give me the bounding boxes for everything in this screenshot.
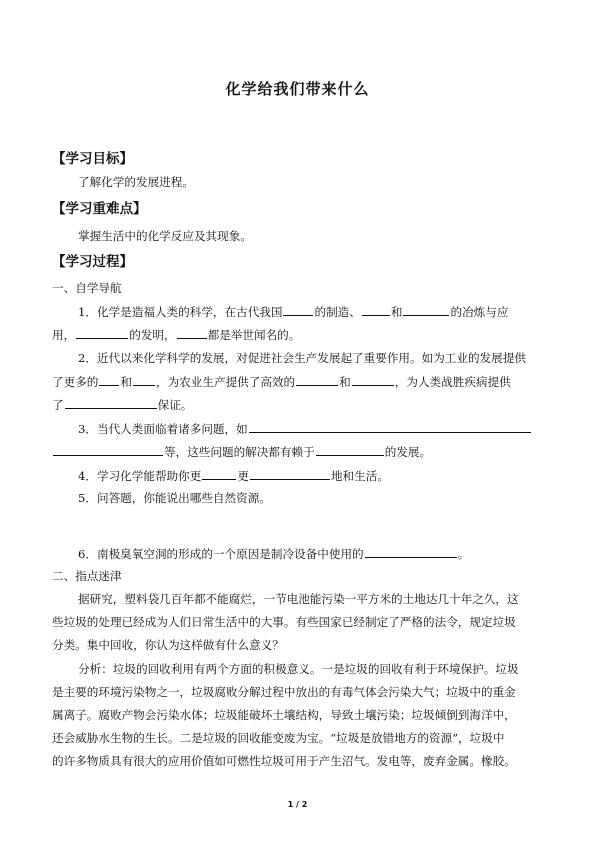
question-6-line — [78, 545, 469, 562]
q1-text-b: 的制造、 — [314, 305, 361, 319]
guidance-heading: 二、指点迷津 — [52, 569, 122, 583]
question-3-line-1 — [78, 420, 532, 437]
q1-blank-5[interactable] — [177, 326, 207, 339]
key-points-text: 掌握生活中的化学反应及其现象。 — [78, 229, 252, 243]
q3-text-a: 3．当代人类面临着诸多问题，如 — [78, 422, 248, 436]
q1-text-f: 的发明， — [129, 328, 176, 342]
paragraph-2-line-5: 的许多物质具有很大的应用价值如可燃性垃圾可用于产生沼气。发电等，废弃金属。橡胶。 — [52, 754, 516, 768]
q6-blank-1[interactable] — [365, 545, 457, 558]
q3-text-b: 等，这些问题的解决都有赖于 — [164, 445, 315, 459]
q1-text-e: 用， — [52, 328, 76, 342]
q1-text-d: 的冶炼与应 — [450, 305, 509, 319]
page-number: 1 / 2 — [287, 800, 308, 809]
question-1-line-2 — [52, 326, 300, 343]
q2-blank-3[interactable] — [296, 373, 338, 386]
paragraph-2-line-2: 是主要的环境污染物之一，垃圾腐败分解过程中放出的有毒气体会污染大气；垃圾中的重金 — [52, 685, 516, 699]
q1-blank-3[interactable] — [403, 303, 449, 316]
paragraph-1-line-3: 分类。集中回收，你认为这样做有什么意义？ — [52, 638, 284, 652]
q2-blank-5[interactable] — [65, 396, 157, 409]
paragraph-2-line-4: 还会威胁水生物的生长。二是垃圾的回收能变废为宝。“垃圾是放错地方的资源”，垃圾中 — [52, 731, 505, 745]
q2-text-e: 和 — [339, 375, 351, 389]
question-1-line-1 — [78, 303, 508, 320]
q4-text-b: 更 — [237, 469, 249, 483]
q1-text-c: 和 — [390, 305, 403, 319]
q2-text-g: 了 — [52, 398, 64, 412]
q2-text-b: 了更多的 — [52, 375, 99, 389]
q3-text-c: 的发展。 — [384, 445, 432, 459]
document-title: 化学给我们带来什么 — [225, 80, 370, 98]
q2-text-h: 保证。 — [157, 398, 193, 412]
q3-blank-2[interactable] — [53, 443, 163, 456]
q4-text-a: 4．学习化学能帮助你更 — [78, 469, 202, 483]
q2-text-d: ，为农业生产提供了高效的 — [156, 375, 296, 389]
q4-blank-1[interactable] — [202, 467, 236, 480]
q2-blank-2[interactable] — [133, 373, 155, 386]
question-2-line-2 — [52, 373, 511, 390]
q1-blank-1[interactable] — [283, 303, 313, 316]
q2-text-c: 和 — [120, 375, 132, 389]
question-2-line-3 — [52, 396, 192, 413]
q6-text-a: 6．南极臭氧空洞的形成的一个原因是制冷设备中使用的 — [78, 547, 364, 561]
paragraph-1-line-1: 据研究，塑料袋几百年都不能腐烂，一节电池能污染一平方米的土地达几十年之久，这 — [78, 592, 519, 606]
q4-text-c: 地和生活。 — [330, 469, 389, 483]
q2-blank-4[interactable] — [352, 373, 394, 386]
learning-goal-heading: 【学习目标】 — [52, 151, 133, 167]
paragraph-1-line-2: 些垃圾的处理已经成为人们日常生活中的大事。有些国家已经制定了严格的法令，规定垃圾 — [52, 615, 516, 629]
question-5-line: 5．问答题，你能说出哪些自然资源。 — [78, 491, 271, 505]
q2-text-f: ，为人类战胜疾病提供 — [394, 375, 511, 389]
q1-blank-4[interactable] — [76, 326, 128, 339]
question-4-line — [78, 467, 389, 484]
paragraph-2-line-3: 属离子。腐败产物会污染水体；垃圾能破坏土壤结构，导致土壤污染；垃圾倾倒到海洋中， — [52, 708, 516, 722]
question-2-line-1: 2．近代以来化学科学的发展，对促进社会生产发展起了重要作用。如为工业的发展提供 — [78, 351, 526, 365]
q2-blank-1[interactable] — [99, 373, 119, 386]
q1-text-g: 都是举世闻名的。 — [207, 328, 301, 342]
key-points-heading: 【学习重难点】 — [52, 201, 147, 217]
q3-blank-3[interactable] — [316, 443, 384, 456]
self-study-heading: 一、自学导航 — [52, 281, 122, 295]
question-3-line-2 — [52, 443, 431, 460]
q1-text-a: 1．化学是造福人类的科学，在古代我国 — [78, 305, 283, 319]
q6-text-b: 。 — [457, 547, 470, 561]
learning-goal-text: 了解化学的发展进程。 — [78, 175, 194, 189]
q3-blank-1[interactable] — [249, 420, 531, 433]
q4-blank-2[interactable] — [250, 467, 330, 480]
learning-process-heading: 【学习过程】 — [52, 254, 133, 270]
paragraph-2-line-1: 分析：垃圾的回收利用有两个方面的积极意义。一是垃圾的回收有利于环境保护。垃圾 — [78, 662, 519, 676]
q1-blank-2[interactable] — [362, 303, 390, 316]
